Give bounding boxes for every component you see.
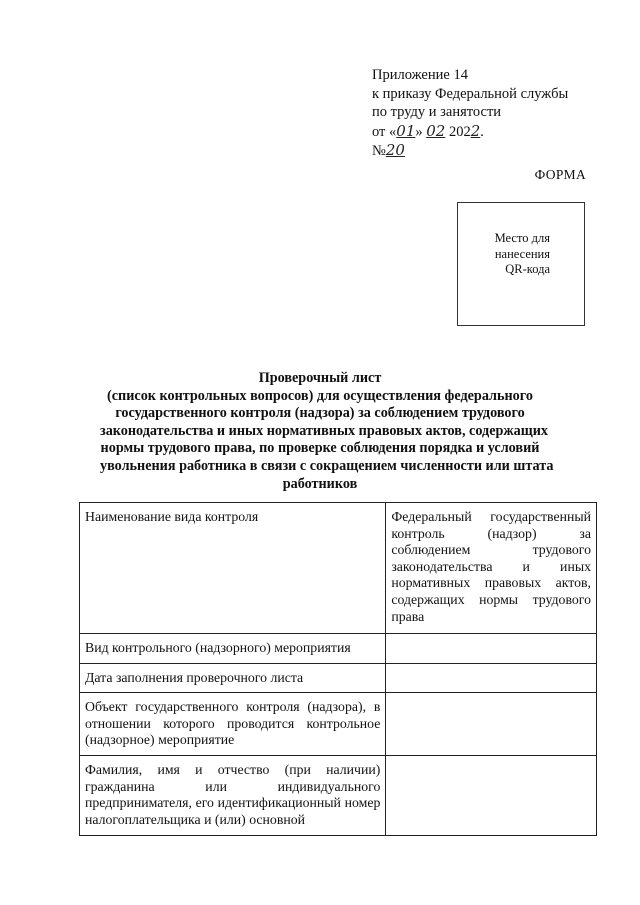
qr-placeholder-text xyxy=(495,231,550,278)
date-year-prefix: 202 xyxy=(445,123,471,140)
document-title xyxy=(100,370,554,493)
appendix-line: Приложение 14 xyxy=(372,67,468,83)
forma-label: ФОРМА xyxy=(534,167,586,182)
appendix-date xyxy=(372,122,568,142)
qr-code-placeholder xyxy=(457,202,585,326)
date-sep: » xyxy=(415,123,427,140)
appendix-line: к приказу Федеральной службы xyxy=(372,85,569,102)
row-value: Федеральный государственный контроль (надзор) за соблюдением трудового законодательства и иных нормативных правовых актов, содержащих нормы трудового права xyxy=(386,503,597,634)
checklist-form-table xyxy=(79,502,597,836)
row-value-field[interactable] xyxy=(386,663,597,693)
handwritten-year-digit: 2 xyxy=(470,121,481,140)
table-row xyxy=(80,503,597,634)
qr-text-line: QR-кода xyxy=(505,262,550,276)
appendix-header xyxy=(372,66,568,161)
title-line: Проверочный лист xyxy=(258,370,382,386)
title-line: (список контрольных вопросов) для осуществления федерального xyxy=(107,387,533,404)
row-label: Вид контрольного (надзорного) мероприятия xyxy=(80,634,386,664)
title-line: увольнения работника в связи с сокращением численности или штата xyxy=(100,457,554,474)
appendix-line: по труду и занятости xyxy=(372,104,502,120)
qr-text-line: Место для xyxy=(494,231,550,245)
title-line: нормы трудового права, по проверке соблюдения порядка и условий xyxy=(100,440,540,457)
title-line: законодательства и иных нормативных правовых актов, содержащих xyxy=(100,422,549,439)
handwritten-day: 01 xyxy=(396,121,416,140)
row-label: Дата заполнения проверочного листа xyxy=(80,663,386,693)
table-row xyxy=(80,634,597,664)
table-row xyxy=(80,693,597,756)
row-label: Наименование вида контроля xyxy=(80,503,386,634)
row-value-field[interactable] xyxy=(386,756,597,835)
number-prefix: № xyxy=(372,143,386,159)
row-label: Фамилия, имя и отчество (при наличии) гражданина или индивидуального предпринимателя, его идентификационный номер налогоплательщика и (или) основной xyxy=(80,756,386,835)
table-row xyxy=(80,756,597,835)
handwritten-number: 20 xyxy=(385,141,405,159)
title-line: государственного контроля (надзора) за соблюдением трудового xyxy=(115,405,525,422)
row-value-field[interactable] xyxy=(386,693,597,756)
row-label: Объект государственного контроля (надзора), в отношении которого проводится контрольное (надзорное) мероприятие xyxy=(80,693,386,756)
qr-text-line: нанесения xyxy=(494,246,550,261)
table-row xyxy=(80,663,597,693)
row-value-field[interactable] xyxy=(386,634,597,664)
appendix-number xyxy=(372,141,568,161)
date-prefix: от « xyxy=(372,123,397,140)
handwritten-month: 02 xyxy=(426,121,446,140)
title-line: работников xyxy=(282,475,358,492)
date-suffix: . xyxy=(480,123,484,140)
